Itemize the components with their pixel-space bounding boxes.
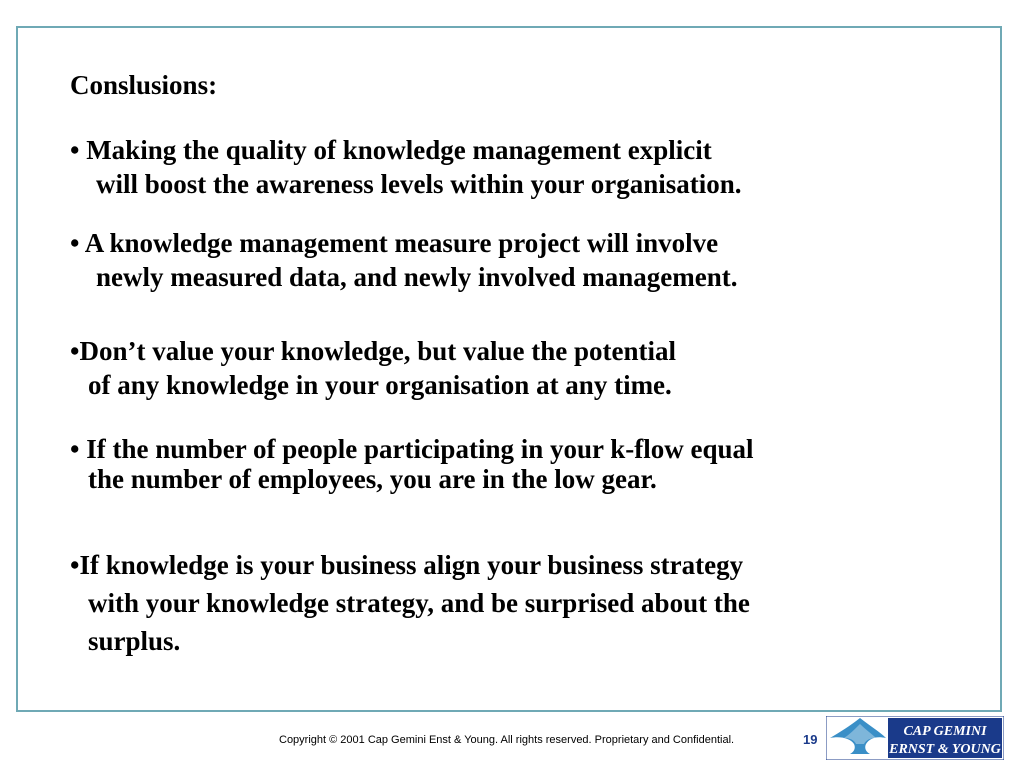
bullet-line: •If knowledge is your business align your business strategy [70, 550, 744, 580]
logo-text-line2: ERNST & YOUNG [889, 742, 1001, 757]
bullet-item [70, 546, 750, 660]
bullet-item [70, 133, 742, 201]
bullet-line: the number of employees, you are in the low gear. [88, 464, 657, 494]
copyright-notice: Copyright © 2001 Cap Gemini Enst & Young. All rights reserved. Proprietary and Confidential. [279, 734, 735, 746]
bullet-line: • A knowledge management measure project will involve [70, 228, 719, 258]
bullet-item [70, 226, 738, 294]
bullet-line: • If the number of people participating in your k-flow equal [70, 434, 754, 464]
company-logo [826, 716, 1004, 760]
bullet-line: will boost the awareness levels within your organisation. [96, 169, 742, 199]
bullet-line: •Don’t value your knowledge, but value the potential [70, 336, 676, 366]
page-number: 19 [803, 732, 818, 747]
bullet-line: with your knowledge strategy, and be surprised about the [88, 588, 750, 618]
bullet-line: newly measured data, and newly involved management. [96, 262, 738, 292]
bullet-line: • Making the quality of knowledge management explicit [70, 135, 712, 165]
bullet-item [70, 434, 754, 494]
slide-title: Conslusions: [70, 70, 218, 100]
bullet-item [70, 334, 676, 402]
logo-text-line1: CAP GEMINI [903, 724, 987, 739]
bullet-line: of any knowledge in your organisation at any time. [88, 370, 672, 400]
bullet-line: surplus. [88, 626, 181, 656]
